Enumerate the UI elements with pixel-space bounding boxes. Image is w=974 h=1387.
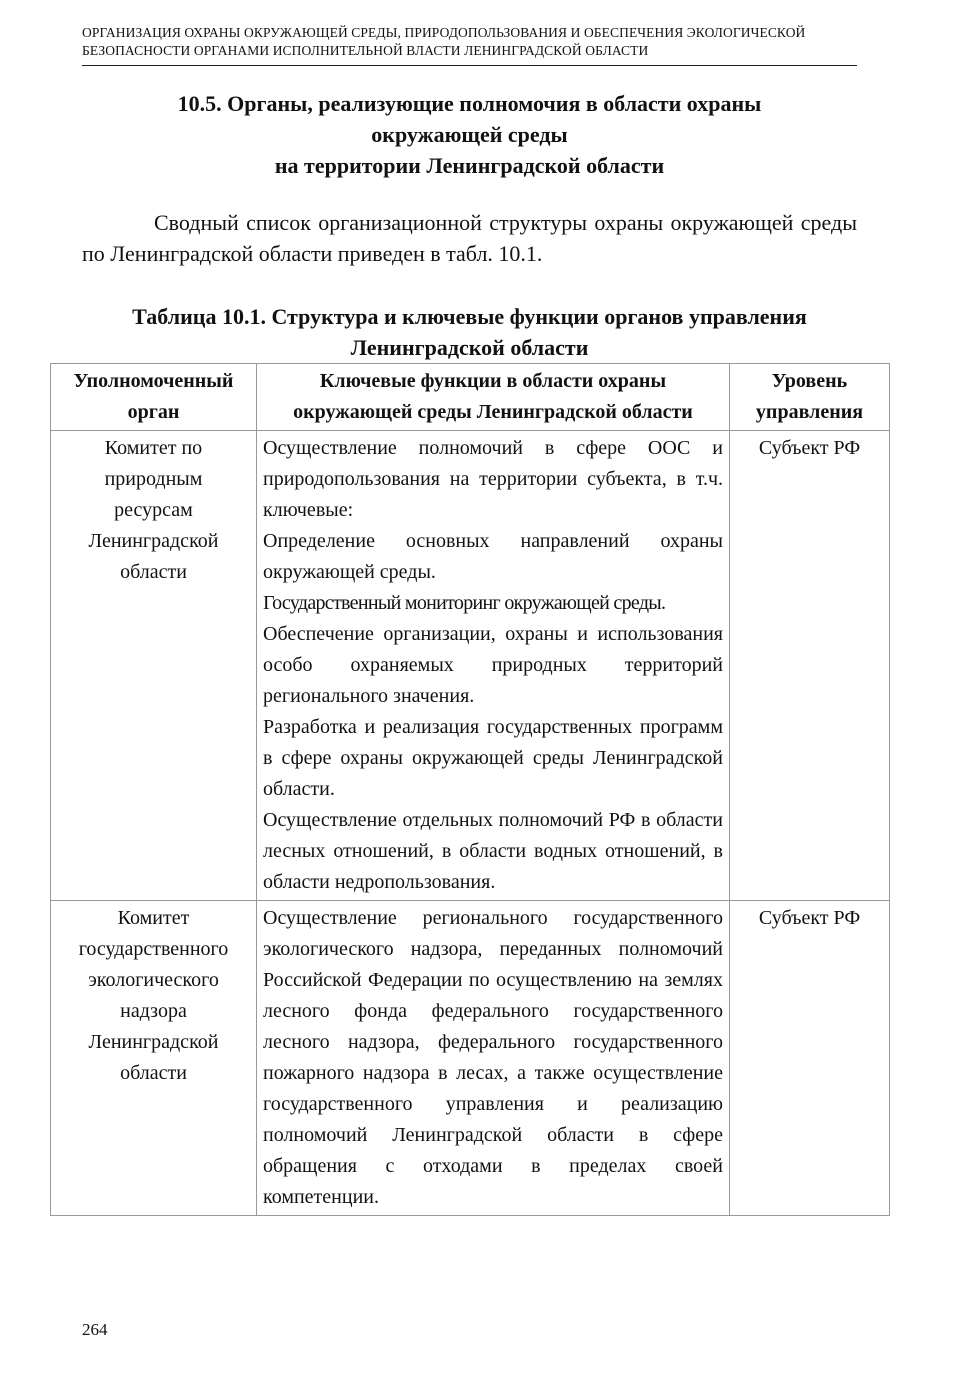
- function-item: Разработка и реализация государственных программ в сфере охраны окружающей среды Ленинградской области.: [263, 716, 723, 800]
- organ-name-line: экологического: [88, 969, 219, 991]
- header-level-line-1: Уровень: [771, 370, 848, 392]
- table-row: [51, 901, 890, 1216]
- function-item: Осуществление отдельных полномочий РФ в области лесных отношений, в области водных отношений, в области недропользования.: [263, 809, 723, 893]
- organ-name-line: ресурсам: [114, 499, 193, 521]
- section-title-line-1: [82, 88, 857, 119]
- running-header: [82, 24, 857, 66]
- header-organ: [51, 364, 257, 431]
- organ-cell: [51, 431, 257, 901]
- header-functions-line-1: Ключевые функции в области охраны: [319, 370, 667, 392]
- table-caption-line-2: Ленинградской области: [350, 335, 589, 360]
- level-cell: Субъект РФ: [730, 431, 890, 901]
- table-row: [51, 431, 890, 901]
- organ-name-line: Комитет: [117, 907, 190, 929]
- organ-name-line: Ленинградской: [88, 1031, 219, 1053]
- intro-text: Сводный список организационной структуры охраны окружающей среды по Ленинградской области приведен в табл. 10.1.: [82, 210, 857, 266]
- organ-cell: [51, 901, 257, 1216]
- level-cell: Субъект РФ: [730, 901, 890, 1216]
- function-item: Определение основных направлений охраны окружающей среды.: [263, 530, 723, 583]
- running-header-line-1: ОРГАНИЗАЦИЯ ОХРАНЫ ОКРУЖАЮЩЕЙ СРЕДЫ, ПРИРОДОПОЛЬЗОВАНИЯ И ОБЕСПЕЧЕНИЯ ЭКОЛОГИЧЕСКОЙ: [82, 25, 806, 40]
- organ-name-line: Ленинградской: [88, 530, 219, 552]
- header-functions-line-2: окружающей среды Ленинградской области: [293, 401, 693, 423]
- header-level-line-2: управления: [755, 401, 864, 423]
- header-level: [730, 364, 890, 431]
- function-item: Обеспечение организации, охраны и использования особо охраняемых природных территорий регионального значения.: [263, 623, 723, 707]
- functions-cell: [257, 901, 730, 1216]
- table-header-row: [51, 364, 890, 431]
- section-title-line-2: окружающей среды: [371, 122, 568, 147]
- section-number: 10.5.: [177, 91, 222, 116]
- running-header-line-2: БЕЗОПАСНОСТИ ОРГАНАМИ ИСПОЛНИТЕЛЬНОЙ ВЛАСТИ ЛЕНИНГРАДСКОЙ ОБЛАСТИ: [82, 43, 649, 58]
- table-caption: [82, 301, 857, 363]
- section-title-line-3: на территории Ленинградской области: [274, 153, 665, 178]
- organ-name-line: области: [120, 561, 187, 583]
- header-organ-line-1: Уполномоченный: [73, 370, 234, 392]
- function-item: Государственный мониторинг окружающей среды.: [263, 592, 666, 614]
- section-title: [82, 88, 857, 181]
- organ-name-line: Комитет по: [104, 437, 203, 459]
- function-item: Осуществление полномочий в сфере ООС и природопользования на территории субъекта, в т.ч. ключевые:: [263, 437, 723, 521]
- organ-name-line: надзора: [120, 1000, 187, 1022]
- section-title-text-1: Органы, реализующие полномочия в области охраны: [227, 91, 762, 116]
- authorities-table: [50, 363, 890, 1216]
- organ-name-line: области: [120, 1062, 187, 1084]
- organ-name-line: государственного: [78, 938, 229, 960]
- intro-paragraph: [82, 207, 857, 269]
- organ-name-line: природным: [104, 468, 203, 490]
- header-organ-line-2: орган: [127, 401, 180, 423]
- page-number: 264: [82, 1320, 108, 1339]
- table-caption-line-1: Таблица 10.1. Структура и ключевые функции органов управления: [132, 304, 807, 329]
- header-functions: [257, 364, 730, 431]
- function-item: Осуществление регионального государственного экологического надзора, переданных полномочий Российской Федерации по осуществлению на землях лесного фонда федерального государственного лесного надзора, федерального государственного пожарного надзора в лесах, а также осуществление государственного управления и реализацию полномочий Ленинградской области в сфере обращения с отходами в пределах своей компетенции.: [263, 907, 723, 1208]
- functions-cell: [257, 431, 730, 901]
